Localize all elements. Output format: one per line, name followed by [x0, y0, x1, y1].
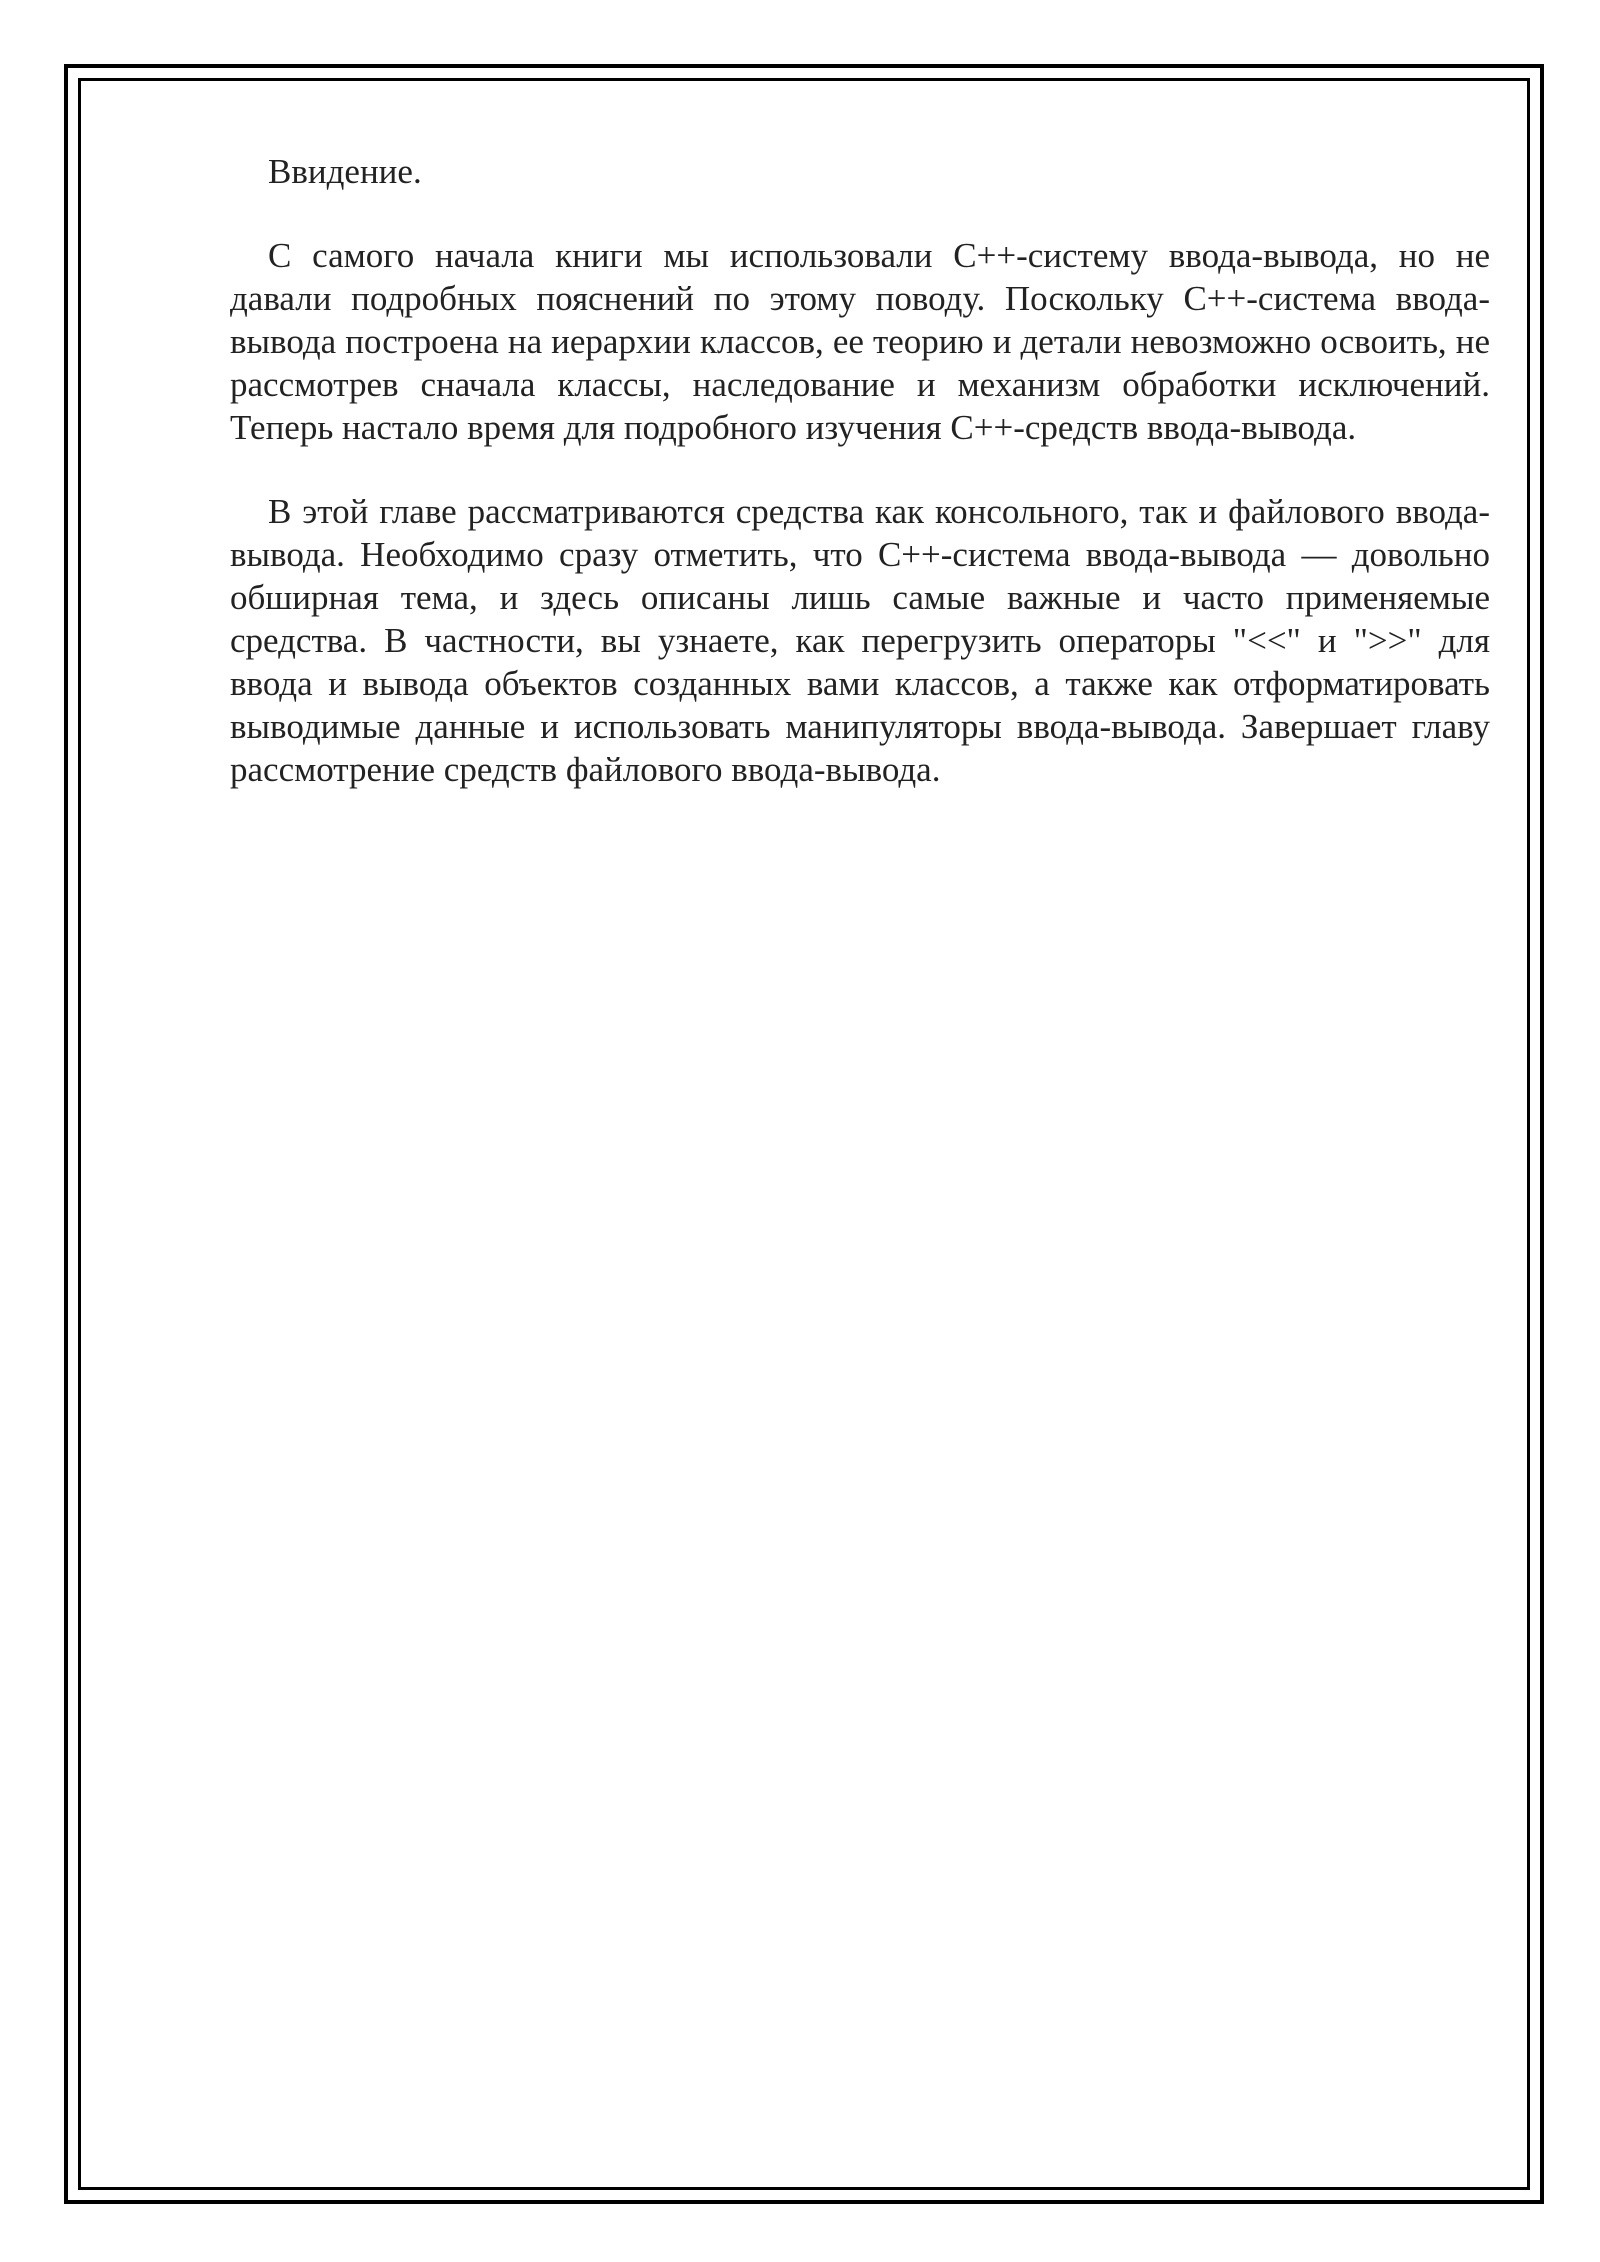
document-body: [230, 150, 1490, 832]
paragraph-chapter-overview: В этой главе рассматриваются средства как консольного, так и файлового ввода-вывода. Необходимо сразу отметить, что C++-система ввода-вывода — довольно обширная тема, и здесь описаны лишь самые важные и часто применяемые средства. В частности, вы узнаете, как перегрузить операторы "<<" и ">>" для ввода и вывода объектов созданных вами классов, а также как отформатировать выводимые данные и использовать манипуляторы ввода-вывода. Завершает главу рассмотрение средств файлового ввода-вывода.: [230, 492, 1490, 789]
document-heading: Ввидение.: [268, 152, 422, 191]
paragraph-intro: С самого начала книги мы использовали C++-систему ввода-вывода, но не давали подробных пояснений по этому поводу. Поскольку C++-система ввода-вывода построена на иерархии классов, ее теорию и детали невозможно освоить, не рассмотрев сначала классы, наследование и механизм обработки исключений. Теперь настало время для подробного изучения C++-средств ввода-вывода.: [230, 236, 1490, 447]
